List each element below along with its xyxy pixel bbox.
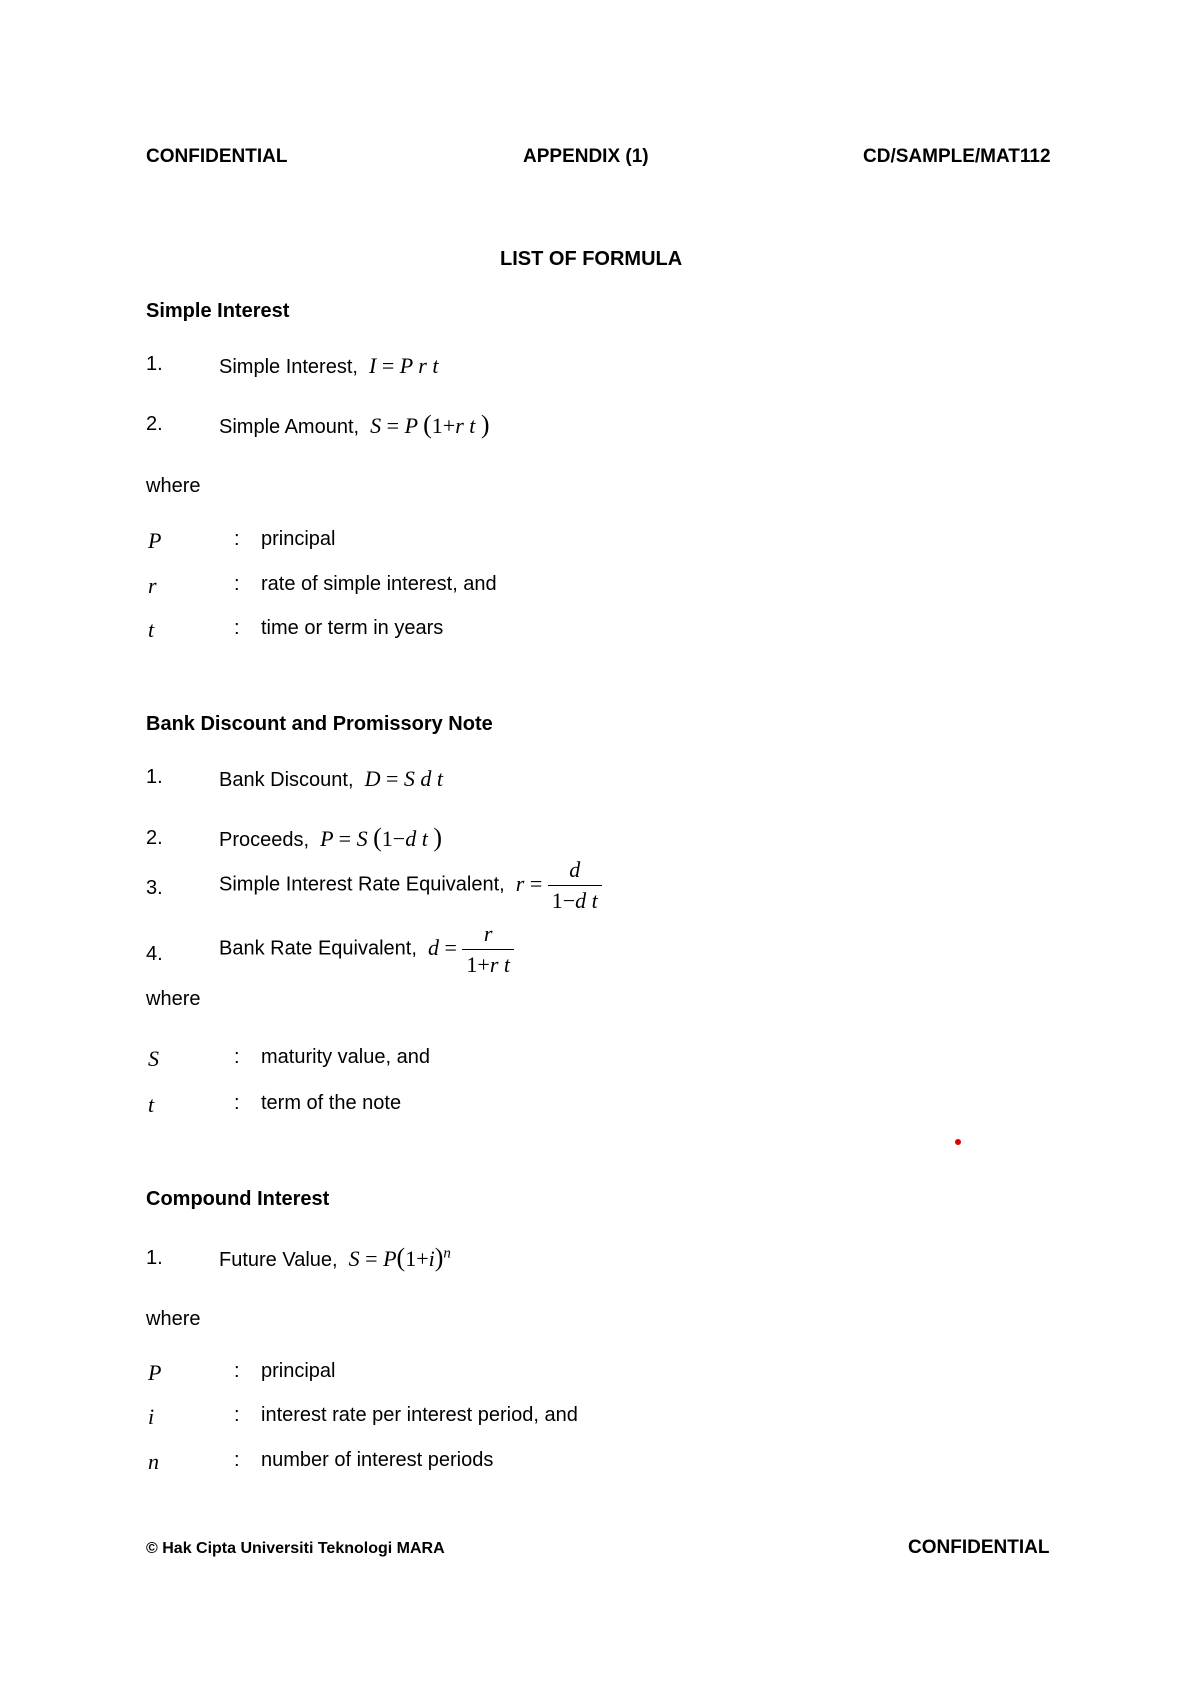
definition-colon: : (234, 1404, 240, 1426)
formula-label: Bank Rate Equivalent, (219, 937, 417, 960)
list-number: 1. (146, 1247, 163, 1269)
footer-confidential-label: CONFIDENTIAL (908, 1537, 1050, 1558)
variable-symbol: i (148, 1404, 155, 1429)
definition-colon: : (234, 1046, 240, 1068)
formula-label: Bank Discount, (219, 769, 354, 791)
footer-copyright: © Hak Cipta Universiti Teknologi MARA (146, 1540, 445, 1557)
page-title: LIST OF FORMULA (500, 248, 683, 270)
definition-text: rate of simple interest, and (261, 573, 497, 595)
definition-colon: : (234, 1449, 240, 1471)
definition-colon: : (234, 573, 240, 595)
header-appendix-label: APPENDIX (1) (523, 146, 649, 167)
definition-text: principal (261, 1360, 336, 1382)
variable-symbol: n (148, 1449, 159, 1474)
formula-expression: I = P r t (363, 353, 439, 378)
formula-simple-amount (219, 410, 490, 440)
list-number: 1. (146, 766, 163, 788)
definition-colon: : (234, 1360, 240, 1382)
formula-expression: P = S (1−d t ) (314, 823, 442, 852)
variable-symbol: t (148, 1092, 155, 1117)
section-heading-simple-interest: Simple Interest (146, 300, 290, 322)
variable-symbol: t (148, 617, 155, 642)
formula-label: Future Value, (219, 1249, 338, 1271)
definition-colon: : (234, 617, 240, 639)
red-marker-dot (955, 1139, 961, 1145)
where-label: where (146, 1308, 201, 1330)
formula-expression: d = $\frac{r}{\text{1+r t}}$ (422, 935, 514, 960)
list-number: 2. (146, 413, 163, 435)
definition-text: principal (261, 528, 336, 550)
list-number: 2. (146, 827, 163, 849)
formula-expression: r = $\frac{d}{\text{1−d t}}$ (510, 871, 602, 896)
where-label: where (146, 988, 201, 1010)
definition-text: number of interest periods (261, 1449, 494, 1471)
definition-text: term of the note (261, 1092, 402, 1114)
where-label: where (146, 475, 201, 497)
formula-label: Proceeds, (219, 829, 310, 851)
formula-label: Simple Amount, (219, 416, 360, 438)
list-number: 3. (146, 877, 163, 899)
formula-simple-interest (219, 353, 438, 379)
definition-colon: : (234, 528, 240, 550)
definition-text: time or term in years (261, 617, 444, 639)
formula-bank-discount (219, 766, 443, 792)
variable-symbol: r (148, 573, 157, 598)
formula-expression: $S = P(1+i)^n$ (343, 1243, 451, 1272)
definition-text: interest rate per interest period, and (261, 1404, 578, 1426)
variable-symbol: P (148, 528, 162, 553)
formula-future-value (219, 1243, 451, 1273)
formula-label: Simple Interest, (219, 356, 358, 378)
list-number: 1. (146, 353, 163, 375)
formula-label: Simple Interest Rate Equivalent, (219, 873, 505, 896)
variable-symbol: S (148, 1046, 159, 1071)
definition-text: maturity value, and (261, 1046, 430, 1068)
formula-bank-rate-equivalent (219, 921, 514, 978)
definition-colon: : (234, 1092, 240, 1114)
section-heading-bank-discount: Bank Discount and Promissory Note (146, 713, 493, 735)
formula-simple-rate-equivalent (219, 857, 602, 914)
variable-symbol: P (148, 1360, 162, 1385)
formula-expression: S = P (1+r t ) (364, 410, 490, 439)
formula-expression: D = S d t (359, 766, 444, 791)
list-number: 4. (146, 943, 163, 965)
header-code-label: CD/SAMPLE/MAT112 (863, 146, 1051, 167)
header-left-label: CONFIDENTIAL (146, 146, 288, 167)
section-heading-compound-interest: Compound Interest (146, 1188, 330, 1210)
formula-proceeds (219, 823, 442, 853)
